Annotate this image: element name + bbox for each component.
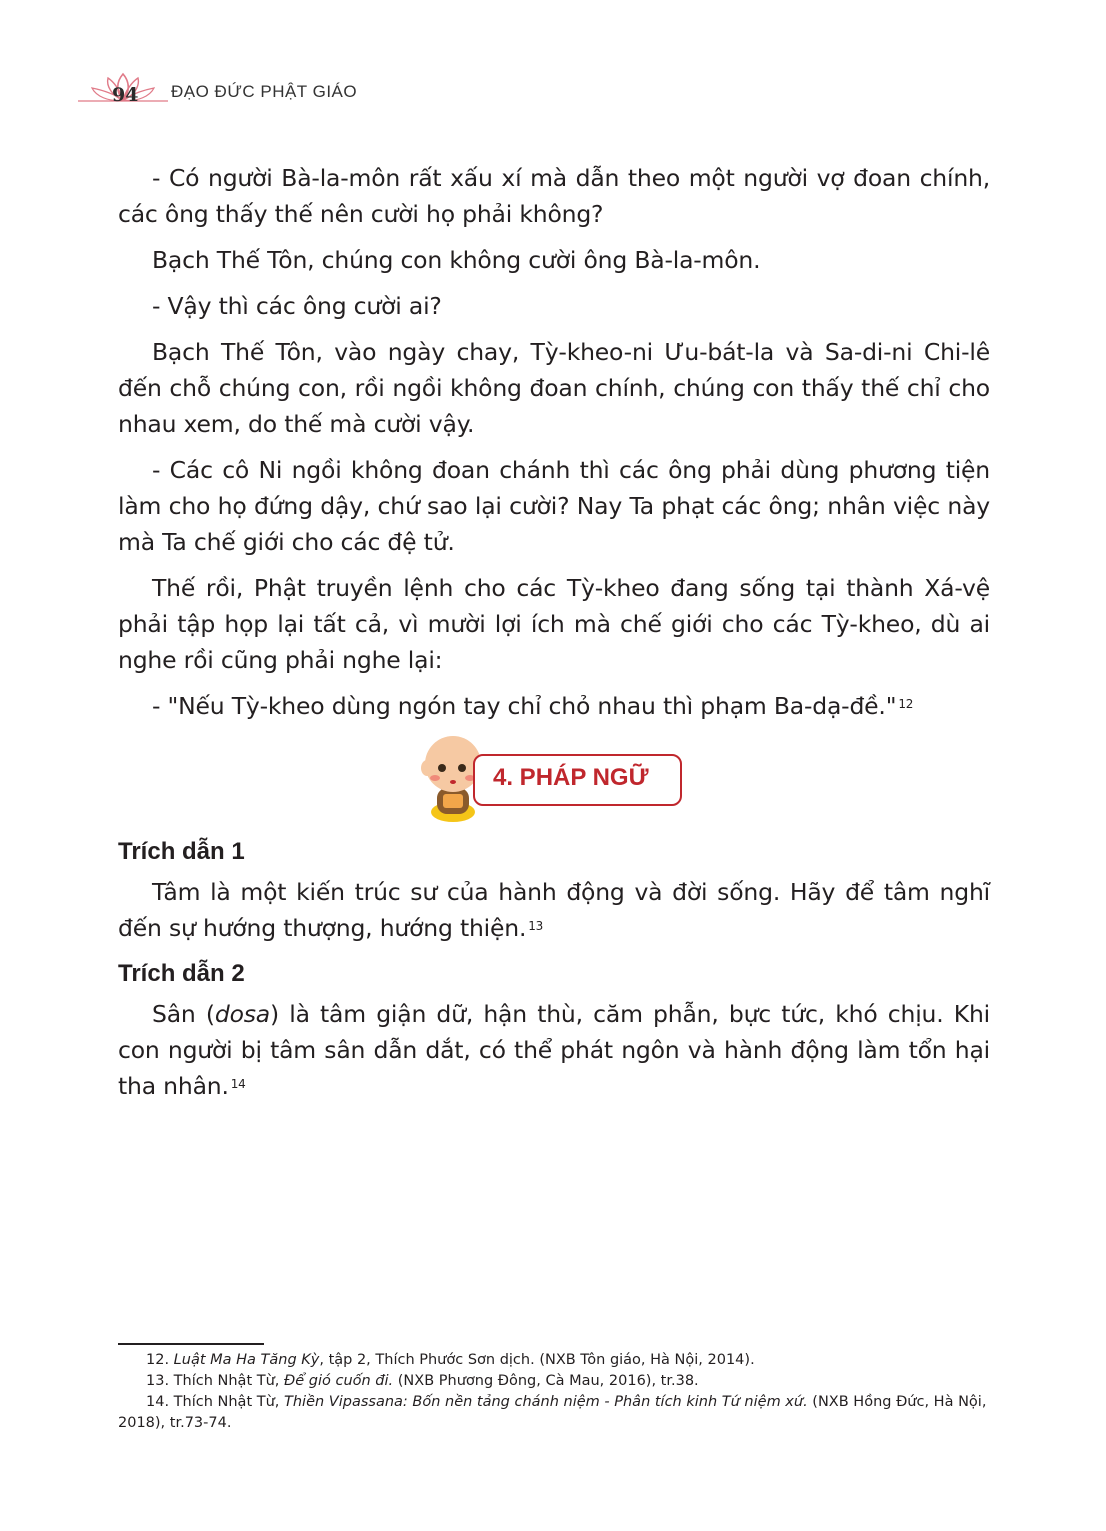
quote-text-content: Tâm là một kiến trúc sư của hành động và đời sống. Hãy để tâm nghĩ đến sự hướng thượng, hướng thiện.: [118, 878, 990, 942]
page-header: [70, 70, 390, 110]
running-title: ĐẠO ĐỨC PHẬT GIÁO: [171, 82, 358, 101]
quote-2: [118, 960, 990, 1114]
quote-1: [118, 838, 990, 956]
footnote-14: [118, 1392, 990, 1434]
footnote-rest: (NXB Phương Đông, Cà Mau, 2016), tr.38.: [393, 1373, 699, 1389]
paragraph: - Các cô Ni ngồi không đoan chánh thì các ông phải dùng phương tiện làm cho họ đứng dậy, chứ sao lại cười? Nay Ta phạt các ông; nhân việc này mà Ta chế giới cho các đệ tử.: [118, 456, 990, 556]
paragraph: - Có người Bà-la-môn rất xấu xí mà dẫn theo một người vợ đoan chính, các ông thấy thế nên cười họ phải không?: [118, 164, 990, 228]
page-number: 94: [112, 84, 139, 106]
quote-text-after: ) là tâm giận dữ, hận thù, căm phẫn, bực tức, khó chịu. Khi con người bị tâm sân dẫn dắt, có thể phát ngôn và hành động làm tổn hại tha nhân.: [118, 1000, 990, 1100]
quote-text-before: Sân (: [152, 1000, 215, 1028]
footnote-rest: , tập 2, Thích Phước Sơn dịch. (NXB Tôn giáo, Hà Nội, 2014).: [319, 1352, 755, 1368]
paragraph: Thế rồi, Phật truyền lệnh cho các Tỳ-kheo đang sống tại thành Xá-vệ phải tập họp lại tất cả, vì mười lợi ích mà chế giới cho các Tỳ-kheo, dù ai nghe rồi cũng phải nghe lại:: [118, 574, 990, 674]
quote-title: Trích dẫn 2: [118, 960, 245, 987]
paragraph-text: - "Nếu Tỳ-kheo dùng ngón tay chỉ chỏ nhau thì phạm Ba-dạ-đề.": [152, 692, 897, 720]
footnote-title: Luật Ma Ha Tăng Kỳ: [173, 1352, 320, 1368]
footnote-title: Thiền Vipassana: Bốn nền tảng chánh niệm - Phân tích kinh Tứ niệm xứ.: [284, 1394, 808, 1410]
footnote-13: [118, 1371, 990, 1392]
footnotes: [118, 1350, 990, 1434]
section-title: 4. PHÁP NGỮ: [493, 764, 649, 791]
footnote-ref: 12: [898, 697, 914, 711]
footnote-title: Để gió cuốn đi.: [284, 1373, 394, 1389]
footnote-number: 14. Thích Nhật Từ,: [146, 1394, 284, 1410]
footnote-rest: (NXB Hồng Đức, Hà Nội, 2018), tr.73-74.: [118, 1394, 987, 1431]
quote-text: [118, 996, 990, 1104]
quote-title: Trích dẫn 1: [118, 838, 245, 865]
section-banner: [415, 728, 685, 828]
quote-text: [118, 874, 990, 946]
footnote-ref: 13: [528, 919, 544, 933]
main-text: [118, 160, 990, 734]
paragraph: Bạch Thế Tôn, vào ngày chay, Tỳ-kheo-ni Ưu-bát-la và Sa-di-ni Chi-lê đến chỗ chúng con, rồi ngồi không đoan chính, chúng con thấy thế chỉ cho nhau xem, do thế mà cười vậy.: [118, 338, 990, 438]
footnote-12: [118, 1350, 990, 1371]
footnote-number: 12.: [146, 1352, 174, 1368]
paragraph: Bạch Thế Tôn, chúng con không cười ông Bà-la-môn.: [152, 246, 761, 274]
paragraph: [118, 688, 990, 724]
paragraph: - Vậy thì các ông cười ai?: [152, 292, 442, 320]
footnote-divider: [118, 1343, 264, 1345]
footnote-number: 13. Thích Nhật Từ,: [146, 1373, 284, 1389]
footnote-ref: 14: [230, 1077, 246, 1091]
quote-text-italic: dosa: [214, 1000, 270, 1028]
